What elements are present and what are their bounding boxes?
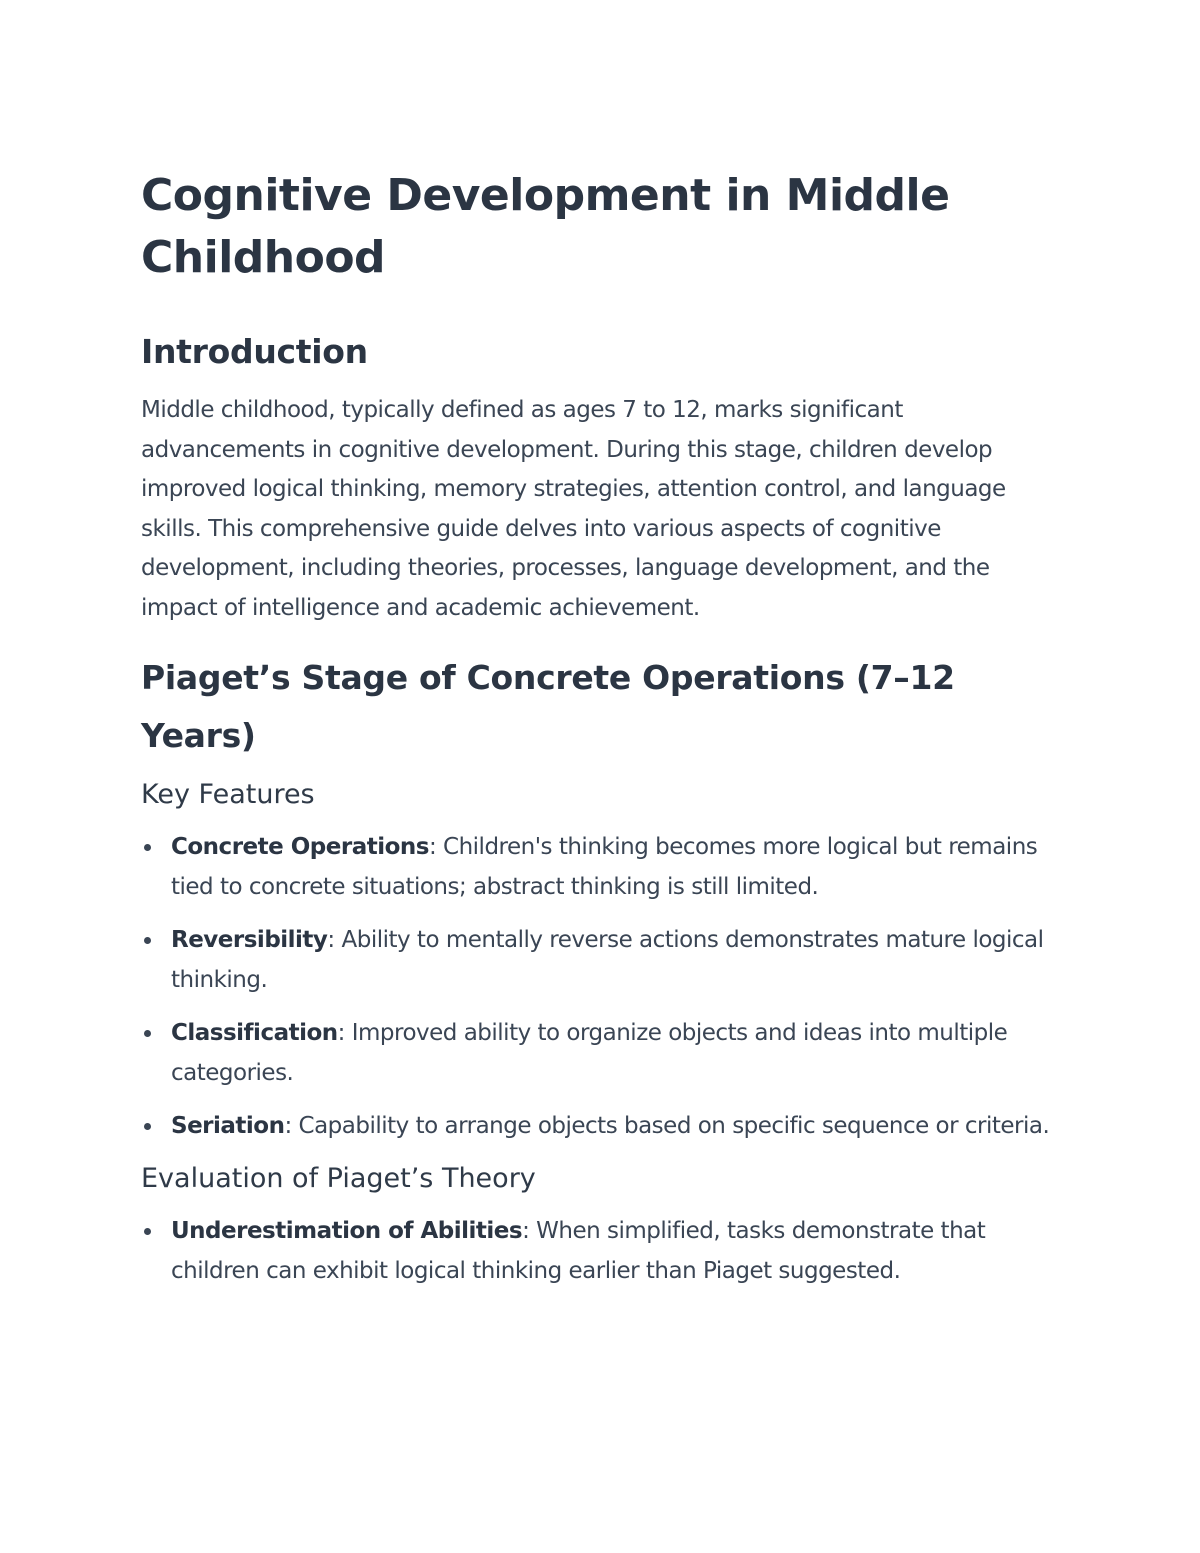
evaluation-list: [141, 1211, 1060, 1291]
subheading-evaluation: Evaluation of Piaget’s Theory: [141, 1162, 536, 1194]
key-features-list: [141, 827, 1060, 1146]
list-item: [141, 827, 1060, 907]
list-item-term: Seriation: [171, 1112, 285, 1139]
list-item-term: Underestimation of Abilities: [171, 1217, 523, 1244]
list-item-text: : Capability to arrange objects based on specific sequence or criteria.: [284, 1112, 1050, 1139]
list-item: [141, 1106, 1060, 1146]
subheading-key-features: Key Features: [141, 778, 315, 810]
introduction-paragraph: Middle childhood, typically defined as ages 7 to 12, marks significant advancements in cognitive development. During this stage, children develop improved logical thinking, memory strategies, attention control, and language skills. This comprehensive guide delves into various aspects of cognitive development, including theories, processes, language development, and the impact of intelligence and academic achievement.: [141, 397, 1006, 621]
list-item: [141, 1211, 1060, 1291]
list-item-text: : Improved ability to organize objects and ideas into multiple categories.: [171, 1019, 1008, 1086]
bullet-icon: [144, 844, 151, 851]
list-item: [141, 1013, 1060, 1093]
document-title: Cognitive Development in Middle Childhood: [141, 170, 950, 283]
section-heading-introduction: Introduction: [141, 332, 368, 371]
list-item-text: : Children's thinking becomes more logical but remains tied to concrete situations; abstract thinking is still limited.: [171, 833, 1038, 900]
list-item-text: : When simplified, tasks demonstrate that children can exhibit logical thinking earlier than Piaget suggested.: [171, 1217, 986, 1284]
list-item-term: Classification: [171, 1019, 338, 1046]
bullet-icon: [144, 1030, 151, 1037]
bullet-icon: [144, 937, 151, 944]
list-item: [141, 920, 1060, 1000]
section-heading-piaget: Piaget’s Stage of Concrete Operations (7–12 Years): [141, 657, 955, 755]
bullet-icon: [144, 1228, 151, 1235]
list-item-term: Reversibility: [171, 926, 328, 953]
list-item-text: : Ability to mentally reverse actions demonstrates mature logical thinking.: [171, 926, 1044, 993]
list-item-term: Concrete Operations: [171, 833, 429, 860]
bullet-icon: [144, 1123, 151, 1130]
